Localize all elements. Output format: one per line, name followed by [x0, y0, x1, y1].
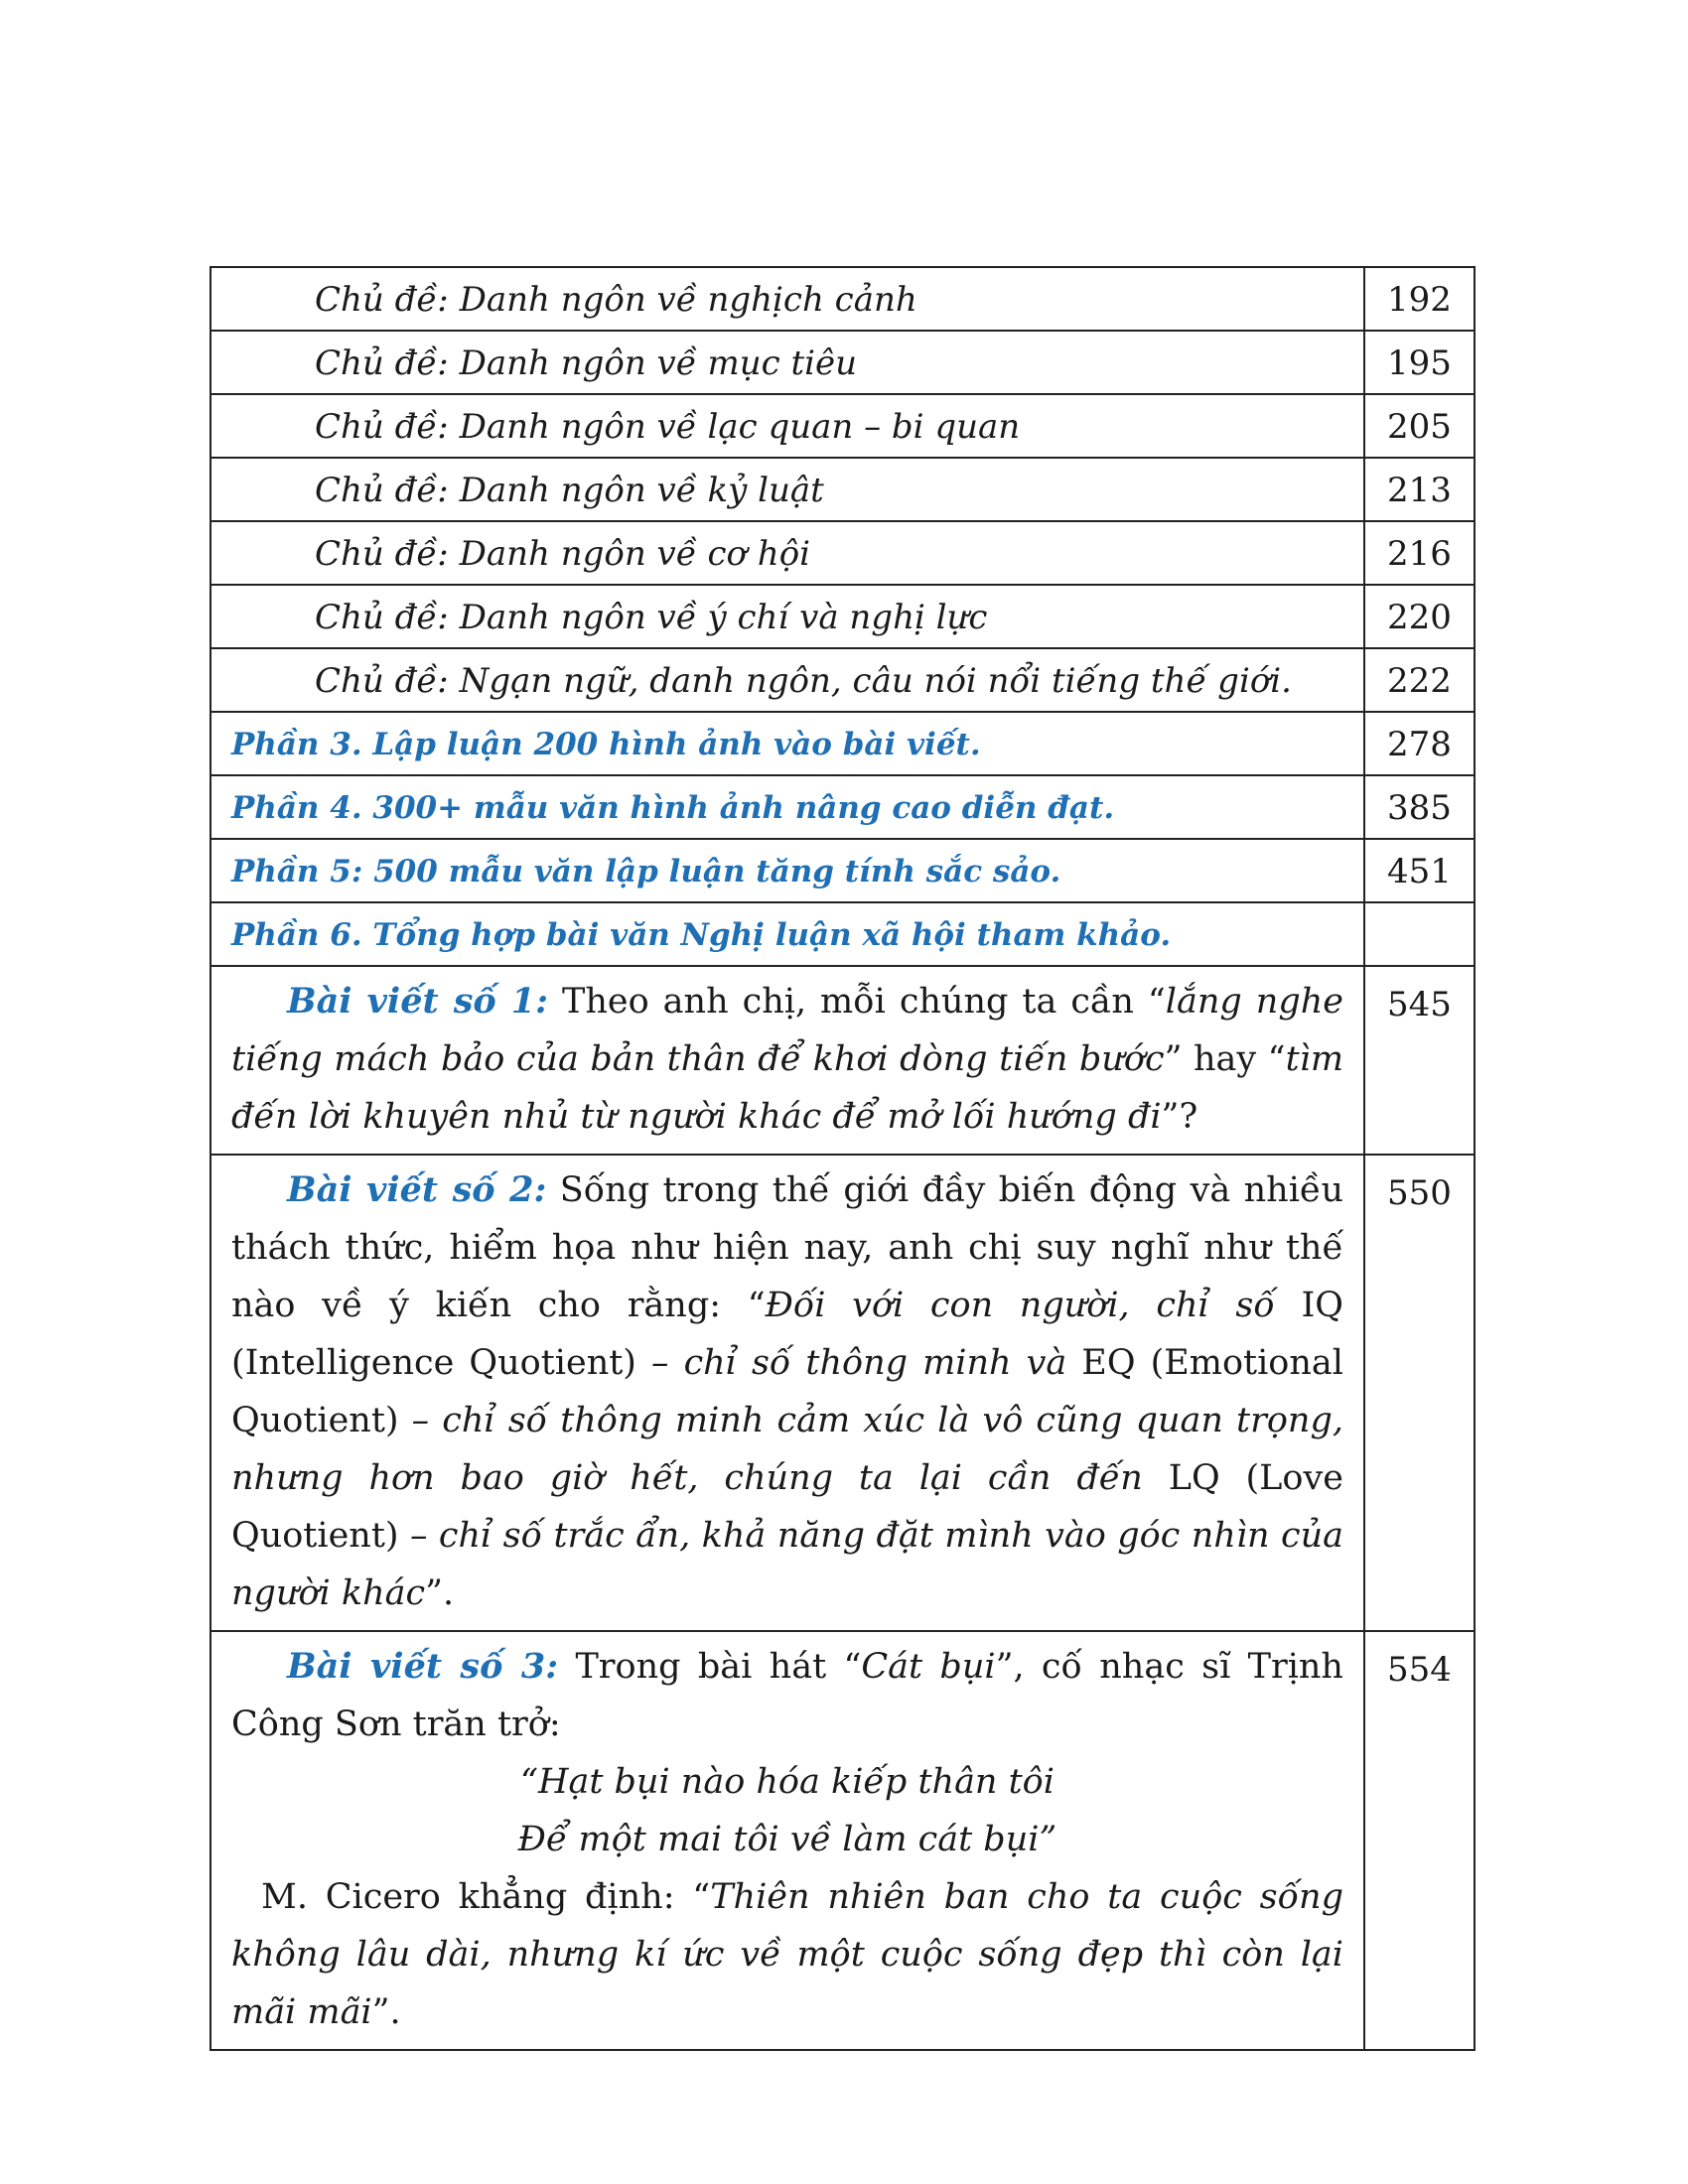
page-number: [1364, 902, 1475, 966]
toc-row-part: [211, 839, 1475, 902]
topic-title: Chủ đề: Danh ngôn về mục tiêu: [211, 331, 1364, 394]
page-number: 205: [1364, 394, 1475, 458]
toc-row-part: [211, 775, 1475, 839]
essay-label: Bài viết số 1:: [287, 981, 549, 1022]
toc-row-topic: [211, 331, 1475, 394]
page-number: 222: [1364, 648, 1475, 712]
page-number: 220: [1364, 585, 1475, 648]
page-number: 550: [1364, 1155, 1475, 1631]
essay-entry: Bài viết số 1: Theo anh chị, mỗi chúng ta cần “lắng nghe tiếng mách bảo của bản thân để khơi dòng tiến bước” hay “tìm đến lời khuyên nhủ từ người khác để mở lối hướng đi”?: [211, 966, 1364, 1155]
toc-row-part: [211, 712, 1475, 775]
page-number: 451: [1364, 839, 1475, 902]
page-number: 278: [1364, 712, 1475, 775]
topic-title: Chủ đề: Danh ngôn về ý chí và nghị lực: [211, 585, 1364, 648]
toc-row-topic: [211, 267, 1475, 331]
topic-title: Chủ đề: Ngạn ngữ, danh ngôn, câu nói nổi tiếng thế giới.: [211, 648, 1364, 712]
essay-entry: Bài viết số 3: Trong bài hát “Cát bụi”, cố nhạc sĩ Trịnh Công Sơn trăn trở: “Hạt bụi nào hóa kiếp thân tôi Để một mai tôi về làm cát bụi” M. Cicero khẳng định: “Thiên nhiên ban cho ta cuộc sống không lâu dài, nhưng kí ức về một cuộc sống đẹp thì còn lại mãi mãi”.: [211, 1631, 1364, 2050]
page-number: 195: [1364, 331, 1475, 394]
poem-line: Để một mai tôi về làm cát bụi”: [517, 1820, 1057, 1859]
toc-row-topic: [211, 394, 1475, 458]
toc-row-part: [211, 902, 1475, 966]
page-number: 213: [1364, 458, 1475, 521]
toc-row-essay: [211, 966, 1475, 1155]
toc-row-topic: [211, 521, 1475, 585]
part-title: Phần 6. Tổng hợp bài văn Nghị luận xã hội tham khảo.: [211, 902, 1364, 966]
page-number: 545: [1364, 966, 1475, 1155]
topic-title: Chủ đề: Danh ngôn về nghịch cảnh: [211, 267, 1364, 331]
essay-entry: Bài viết số 2: Sống trong thế giới đầy biến động và nhiều thách thức, hiểm họa như hiện nay, anh chị suy nghĩ như thế nào về ý kiến cho rằng: “Đối với con người, chỉ số IQ (Intelligence Quotient) – chỉ số thông minh và EQ (Emotional Quotient) – chỉ số thông minh cảm xúc là vô cũng quan trọng, nhưng hơn bao giờ hết, chúng ta lại cần đến LQ (Love Quotient) – chỉ số trắc ẩn, khả năng đặt mình vào góc nhìn của người khác”.: [211, 1155, 1364, 1631]
part-title: Phần 5: 500 mẫu văn lập luận tăng tính sắc sảo.: [211, 839, 1364, 902]
toc-row-topic: [211, 585, 1475, 648]
toc-row-topic: [211, 458, 1475, 521]
toc-row-essay: [211, 1155, 1475, 1631]
page-number: 192: [1364, 267, 1475, 331]
page-number: 216: [1364, 521, 1475, 585]
table-of-contents: [210, 266, 1476, 2051]
toc-row-essay: [211, 1631, 1475, 2050]
essay-label: Bài viết số 2:: [287, 1169, 547, 1210]
page-number: 554: [1364, 1631, 1475, 2050]
topic-title: Chủ đề: Danh ngôn về cơ hội: [211, 521, 1364, 585]
topic-title: Chủ đề: Danh ngôn về kỷ luật: [211, 458, 1364, 521]
part-title: Phần 3. Lập luận 200 hình ảnh vào bài viết.: [211, 712, 1364, 775]
essay-label: Bài viết số 3:: [287, 1646, 559, 1687]
topic-title: Chủ đề: Danh ngôn về lạc quan – bi quan: [211, 394, 1364, 458]
part-title: Phần 4. 300+ mẫu văn hình ảnh nâng cao diễn đạt.: [211, 775, 1364, 839]
page-number: 385: [1364, 775, 1475, 839]
toc-row-topic: [211, 648, 1475, 712]
poem-line: “Hạt bụi nào hóa kiếp thân tôi: [520, 1762, 1055, 1802]
